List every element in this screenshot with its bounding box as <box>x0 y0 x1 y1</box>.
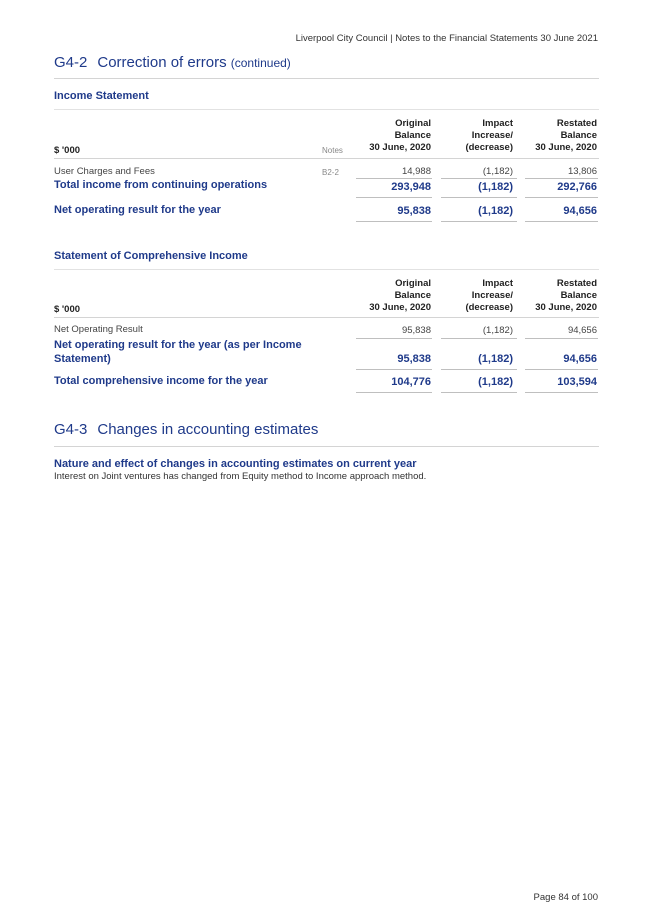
underline <box>441 338 517 339</box>
cell-impact: (1,182) <box>478 376 513 388</box>
page-header: Liverpool City Council | Notes to the Financial Statements 30 June 2021 <box>295 33 598 44</box>
estimates-heading: Nature and effect of changes in accounting estimates on current year <box>54 458 417 470</box>
underline <box>525 392 598 393</box>
cell-restated: 94,656 <box>563 353 597 365</box>
underline <box>441 392 517 393</box>
notes-header: Notes <box>322 146 343 155</box>
header-rule <box>54 158 599 159</box>
section-number: G4-2 <box>54 54 88 71</box>
header-rule <box>54 317 599 318</box>
row-label-total-income: Total income from continuing operations <box>54 179 268 191</box>
underline <box>356 221 432 222</box>
cell-original: 104,776 <box>391 376 431 388</box>
col-impact-header: Impact Increase/ (decrease) <box>465 118 513 153</box>
unit-label: $ '000 <box>54 304 81 315</box>
underline <box>441 221 517 222</box>
underline <box>525 178 598 179</box>
underline <box>441 197 517 198</box>
cell-original: 293,948 <box>391 181 431 193</box>
underline <box>525 197 598 198</box>
section-number: G4-3 <box>54 421 88 438</box>
row-note: B2-2 <box>322 168 339 177</box>
comprehensive-income-title: Statement of Comprehensive Income <box>54 250 248 262</box>
col-restated-header: Restated Balance 30 June, 2020 <box>535 278 597 313</box>
cell-original: 14,988 <box>401 166 431 177</box>
row-label-net-operating: Net operating result for the year <box>54 204 221 216</box>
cell-impact: (1,182) <box>482 166 513 177</box>
income-statement-title: Income Statement <box>54 90 149 102</box>
row-label-total-comprehensive: Total comprehensive income for the year <box>54 375 268 387</box>
cell-impact: (1,182) <box>482 325 513 336</box>
section-title: Correction of errors <box>97 54 227 71</box>
cell-impact: (1,182) <box>478 353 513 365</box>
col-restated-header: Restated Balance 30 June, 2020 <box>535 118 597 153</box>
section-suffix: (continued) <box>230 56 291 70</box>
row-label: User Charges and Fees <box>54 166 155 177</box>
underline <box>525 221 598 222</box>
page-number: Page 84 of 100 <box>533 892 598 903</box>
section-rule <box>54 78 599 79</box>
cell-original: 95,838 <box>401 325 431 336</box>
underline <box>356 197 432 198</box>
section-heading-g4-2 <box>54 54 291 71</box>
cell-restated: 103,594 <box>557 376 597 388</box>
cell-original: 95,838 <box>397 353 431 365</box>
col-original-header: Original Balance 30 June, 2020 <box>369 278 431 313</box>
col-original-header: Original Balance 30 June, 2020 <box>369 118 431 153</box>
cell-impact: (1,182) <box>478 205 513 217</box>
table-rule <box>54 109 599 110</box>
underline <box>441 369 517 370</box>
underline <box>356 369 432 370</box>
underline <box>441 178 517 179</box>
underline <box>356 178 432 179</box>
underline <box>525 338 598 339</box>
row-label: Net Operating Result <box>54 324 143 335</box>
row-label-net-operating-per-income: Net operating result for the year (as per Income Statement) <box>54 339 302 365</box>
col-impact-header: Impact Increase/ (decrease) <box>465 278 513 313</box>
cell-restated: 94,656 <box>567 325 597 336</box>
cell-original: 95,838 <box>397 205 431 217</box>
cell-restated: 13,806 <box>567 166 597 177</box>
section-rule <box>54 446 599 447</box>
cell-restated: 292,766 <box>557 181 597 193</box>
underline <box>525 369 598 370</box>
table-rule <box>54 269 599 270</box>
cell-impact: (1,182) <box>478 181 513 193</box>
section-heading-g4-3 <box>54 421 318 438</box>
underline <box>356 392 432 393</box>
underline <box>356 338 432 339</box>
cell-restated: 94,656 <box>563 205 597 217</box>
estimates-text: Interest on Joint ventures has changed from Equity method to Income approach method. <box>54 471 427 482</box>
section-title: Changes in accounting estimates <box>97 421 319 438</box>
unit-label: $ '000 <box>54 145 81 156</box>
